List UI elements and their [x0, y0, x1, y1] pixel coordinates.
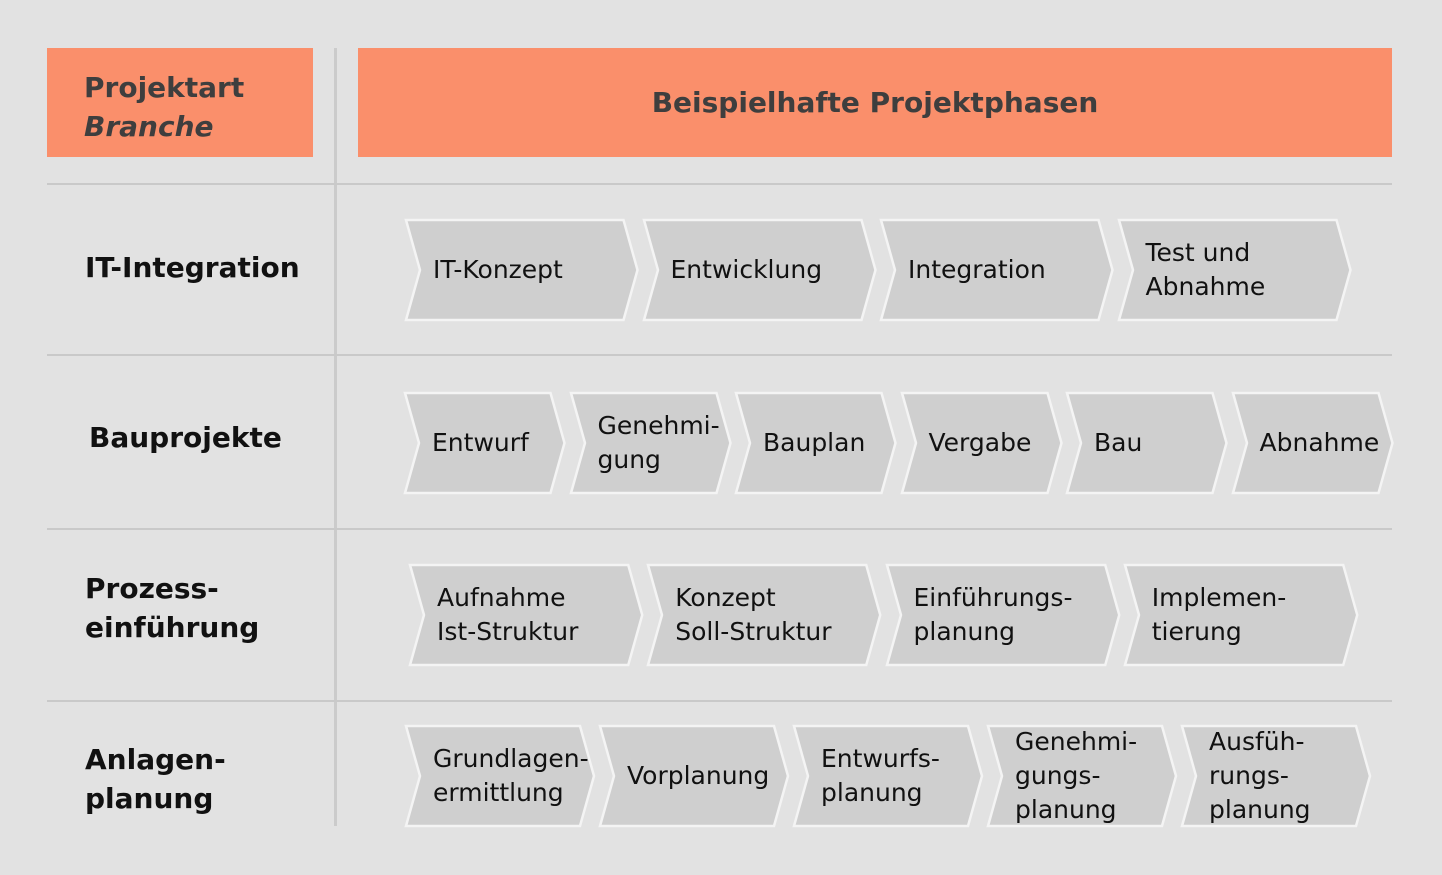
phase-chevron [600, 726, 788, 826]
phase-label-line: Ist-Struktur [437, 617, 579, 646]
header-projektphasen-label: Beispielhafte Projektphasen [651, 86, 1099, 119]
phase-chevron [881, 220, 1113, 320]
phase-chevron [1233, 393, 1393, 493]
phase-label-line: planung [913, 617, 1016, 646]
phase-label [929, 393, 1040, 493]
phase-label [671, 220, 854, 320]
phase-label-line: planung [1209, 795, 1311, 824]
phase-label-line: IT-Konzept [433, 255, 563, 284]
phase-chevron [887, 565, 1119, 665]
header-projektart [47, 48, 313, 157]
row-label [85, 248, 300, 287]
phase-label-line: Soll-Struktur [675, 617, 832, 646]
phase-label [821, 726, 960, 826]
phase-label-line: planung [821, 778, 923, 807]
header-branche-label: Branche [84, 110, 214, 143]
row-label [89, 418, 282, 457]
row-label-line: Bauprojekte [89, 421, 282, 454]
phase-label-line: Entwurf [432, 428, 529, 457]
phase-label [763, 393, 874, 493]
phase-chevron [1067, 393, 1227, 493]
phase-chevron [406, 726, 594, 826]
phase-chevron [902, 393, 1062, 493]
phase-label [433, 726, 589, 826]
phase-label [1209, 726, 1348, 826]
phase-label-line: planung [1015, 795, 1117, 824]
phase-label [1146, 220, 1329, 320]
phase-chevron [648, 565, 880, 665]
phase-label-line: Test und [1145, 238, 1251, 267]
phase-label-line: gungs- [1015, 761, 1101, 790]
phase-label-line: Integration [908, 255, 1046, 284]
phase-label [1015, 726, 1154, 826]
row-divider [47, 183, 1392, 185]
phase-chevron [405, 393, 565, 493]
phase-label-line: Konzept [675, 583, 776, 612]
row-divider [47, 700, 1392, 702]
header-projektphasen [358, 48, 1392, 157]
phase-chevron [1182, 726, 1370, 826]
phase-label-line: Abnahme [1145, 272, 1266, 301]
row-label [85, 740, 226, 818]
phase-label-line: Entwurfs- [821, 744, 940, 773]
phase-label [1259, 393, 1380, 493]
phase-label-line: Genehmi- [1015, 727, 1138, 756]
phase-label-line: Grundlagen- [433, 744, 589, 773]
phase-label-line: Aufnahme [437, 583, 566, 612]
phase-label-line: gung [597, 445, 661, 474]
phase-label-line: Bauplan [763, 428, 866, 457]
phase-label-line: Ausfüh- [1209, 727, 1305, 756]
phase-label [432, 393, 543, 493]
phase-label-line: Genehmi- [597, 411, 720, 440]
row-label-line: Anlagen- [85, 743, 226, 776]
phase-label [1152, 565, 1335, 665]
phase-chevron [644, 220, 876, 320]
phase-label-line: Vergabe [928, 428, 1032, 457]
phase-chevron [406, 220, 638, 320]
phase-chevron [1119, 220, 1351, 320]
row-divider [47, 528, 1392, 530]
phase-chevron [794, 726, 982, 826]
phase-label [437, 565, 620, 665]
phase-label [433, 220, 616, 320]
row-label-line: Prozess- [85, 572, 219, 605]
phase-label [908, 220, 1091, 320]
phase-label [914, 565, 1097, 665]
phase-chevron [988, 726, 1176, 826]
phase-chevron [410, 565, 642, 665]
phase-chevron [736, 393, 896, 493]
header-projektart-label: Projektart [84, 71, 245, 104]
phase-chevron [1125, 565, 1357, 665]
phase-label [597, 393, 720, 493]
phase-label-line: Vorplanung [627, 761, 770, 790]
row-label-line: planung [85, 782, 214, 815]
phase-chevron [571, 393, 731, 493]
phase-label [1094, 393, 1205, 493]
phase-label-line: rungs- [1209, 761, 1289, 790]
row-divider [47, 354, 1392, 356]
row-label-line: IT-Integration [85, 251, 300, 284]
phase-label-line: Bau [1094, 428, 1143, 457]
phase-label-line: Abnahme [1259, 428, 1380, 457]
phase-label [627, 726, 770, 826]
phase-label [675, 565, 858, 665]
phase-label-line: Entwicklung [670, 255, 823, 284]
phase-label-line: ermittlung [433, 778, 564, 807]
phase-label-line: Implemen- [1151, 583, 1287, 612]
column-divider [334, 48, 337, 826]
phase-label-line: tierung [1151, 617, 1242, 646]
row-label [85, 569, 259, 647]
phase-label-line: Einführungs- [913, 583, 1073, 612]
row-label-line: einführung [85, 611, 260, 644]
